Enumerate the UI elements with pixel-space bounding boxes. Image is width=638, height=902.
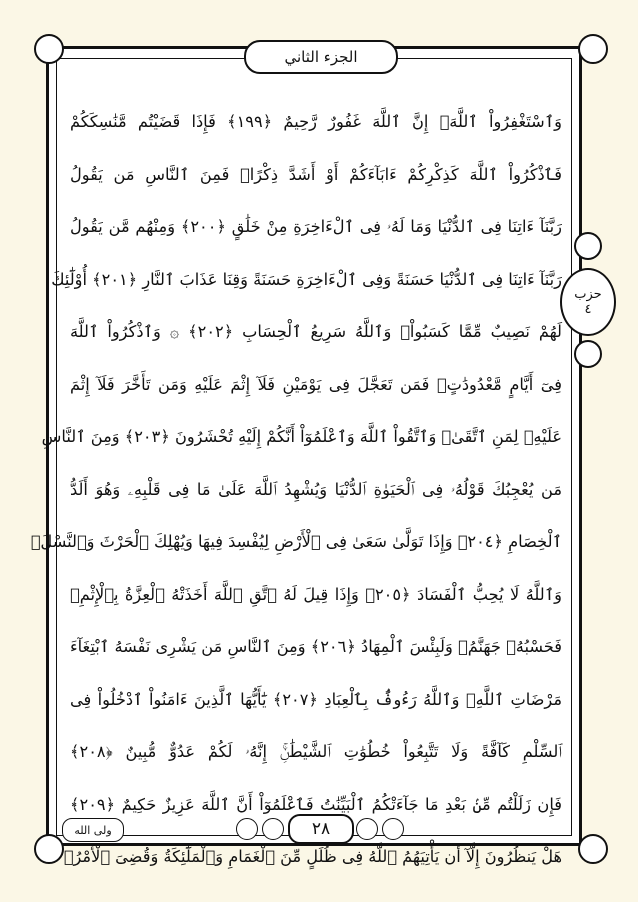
text-line: عَلَيْهِۚ لِمَنِ ٱتَّقَىٰۗ وَٱتَّقُواْ ٱللَّهَ وَٱعْلَمُوٓاْ أَنَّكُمْ إِلَيْهِ تُحْشَرُونَ ﴿٢٠٣﴾ وَمِنَ ٱلنَّاسِ [41, 427, 562, 446]
corner-ornament-bottom-left [34, 834, 64, 864]
footer-ornament-left-inner [262, 818, 284, 840]
text-line: ٱلسِّلْمِ كَآفَّةً وَلَا تَتَّبِعُواْ خُطُوَٰتِ ٱلشَّيْطَٰنِۚ إِنَّهُۥ لَكُمْ عَدُوٌّ مُّبِينٌ ﴿٢٠٨﴾ [70, 742, 562, 761]
text-line: فَحَسْبُهُۥ جَهَنَّمُۚ وَلَبِئْسَ ٱلْمِهَادُ ﴿٢٠٦﴾ وَمِنَ ٱلنَّاسِ مَن يَشْرِى نَفْسَهُ ٱبْتِغَآءَ [70, 637, 562, 656]
text-line: فَإِن زَلَلْتُم مِّنۢ بَعْدِ مَا جَآءَتْكُمُ ٱلْبَيِّنَٰتُ فَٱعْلَمُوٓاْ أَنَّ ٱللَّهَ عَزِيزٌ حَكِيمٌ ﴿٢٠٩﴾ [70, 794, 562, 814]
footer-ornament-right [382, 818, 404, 840]
corner-ornament-bottom-right [578, 834, 608, 864]
text-line: وَٱسْتَغْفِرُواْ ٱللَّهَۚ إِنَّ ٱللَّهَ غَفُورٌ رَّحِيمٌ ﴿١٩٩﴾ فَإِذَا قَضَيْتُم مَّنَٰسِكَكُمْ [70, 112, 562, 131]
text-line: رَبَّنَآ ءَاتِنَا فِى ٱلدُّنْيَا وَمَا لَهُۥ فِى ٱلْءَاخِرَةِ مِنْ خَلَٰقٍ ﴿٢٠٠﴾ وَمِنْهُم مَّن يَقُولُ [70, 217, 563, 236]
footer-ornament-right-inner [356, 818, 378, 840]
text-line: مَن يُعْجِبُكَ قَوْلُهُۥ فِى ٱلْحَيَوٰةِ ٱلدُّنْيَا وَيُشْهِدُ ٱللَّهَ عَلَىٰ مَا فِى قَلْبِهِۦ وَهُوَ أَلَدُّ [70, 479, 562, 499]
corner-ornament-top-right [578, 34, 608, 64]
text-line: وَٱللَّهُ لَا يُحِبُّ ٱلْفَسَادَ ﴿٢٠٥﴾ وَإِذَا قِيلَ لَهُ ٱتَّقِ ٱللَّهَ أَخَذَتْهُ ٱلْعِزَّةُ بِٱلْإِثْمِۚ [70, 584, 563, 604]
hizb-marker [560, 268, 616, 336]
quran-text [30, 96, 563, 884]
text-line: فِىٓ أَيَّامٍ مَّعْدُودَٰتٍۚ فَمَن تَعَجَّلَ فِى يَوْمَيْنِ فَلَآ إِثْمَ عَلَيْهِ وَمَن تَأَخَّرَ فَلَآ إِثْمَ [70, 374, 562, 394]
juz-title: الجزء الثاني [244, 40, 398, 74]
text-line: هَلْ يَنظُرُونَ إِلَّآ أَن يَأْتِيَهُمُ ٱللَّهُ فِى ظُلَلٍ مِّنَ ٱلْغَمَامِ وَٱلْمَلَٰٓئِكَةُ وَقُضِىَ ٱلْأَمْرُۚ [63, 847, 562, 866]
hizb-label: حزب [574, 287, 602, 302]
text-line: ٱلْخِصَامِ ﴿٢٠٤﴾ وَإِذَا تَوَلَّىٰ سَعَىٰ فِى ٱلْأَرْضِ لِيُفْسِدَ فِيهَا وَيُهْلِكَ ٱلْحَرْثَ وَٱلنَّسْلَۗ [30, 532, 562, 551]
text-line: فَٱذْكُرُواْ ٱللَّهَ كَذِكْرِكُمْ ءَابَآءَكُمْ أَوْ أَشَدَّ ذِكْرًاۗ فَمِنَ ٱلنَّاسِ مَن يَقُولُ [70, 164, 562, 184]
footer-ornament-left [236, 818, 258, 840]
corner-ornament-top-left [34, 34, 64, 64]
hizb-ornament-top [574, 232, 602, 260]
hizb-ornament-bottom [574, 340, 602, 368]
hizb-number: ٤ [584, 302, 592, 317]
catchword: ولى الله [62, 818, 124, 842]
text-line: رَبَّنَآ ءَاتِنَا فِى ٱلدُّنْيَا حَسَنَةً وَفِى ٱلْءَاخِرَةِ حَسَنَةً وَقِنَا عَذَابَ ٱلنَّارِ ﴿٢٠١﴾ أُوْلَٰٓئِكَ [51, 269, 562, 289]
text-line: لَهُمْ نَصِيبٌ مِّمَّا كَسَبُواْۚ وَٱللَّهُ سَرِيعُ ٱلْحِسَابِ ﴿٢٠٢﴾ ۞ وَٱذْكُرُواْ ٱللَّهَ [70, 322, 562, 341]
page-number: ٢٨ [288, 814, 354, 844]
text-line: مَرْضَاتِ ٱللَّهِۗ وَٱللَّهُ رَءُوفٌۢ بِٱلْعِبَادِ ﴿٢٠٧﴾ يَٰٓأَيُّهَا ٱلَّذِينَ ءَامَنُواْ ٱدْخُلُواْ فِى [70, 689, 562, 709]
